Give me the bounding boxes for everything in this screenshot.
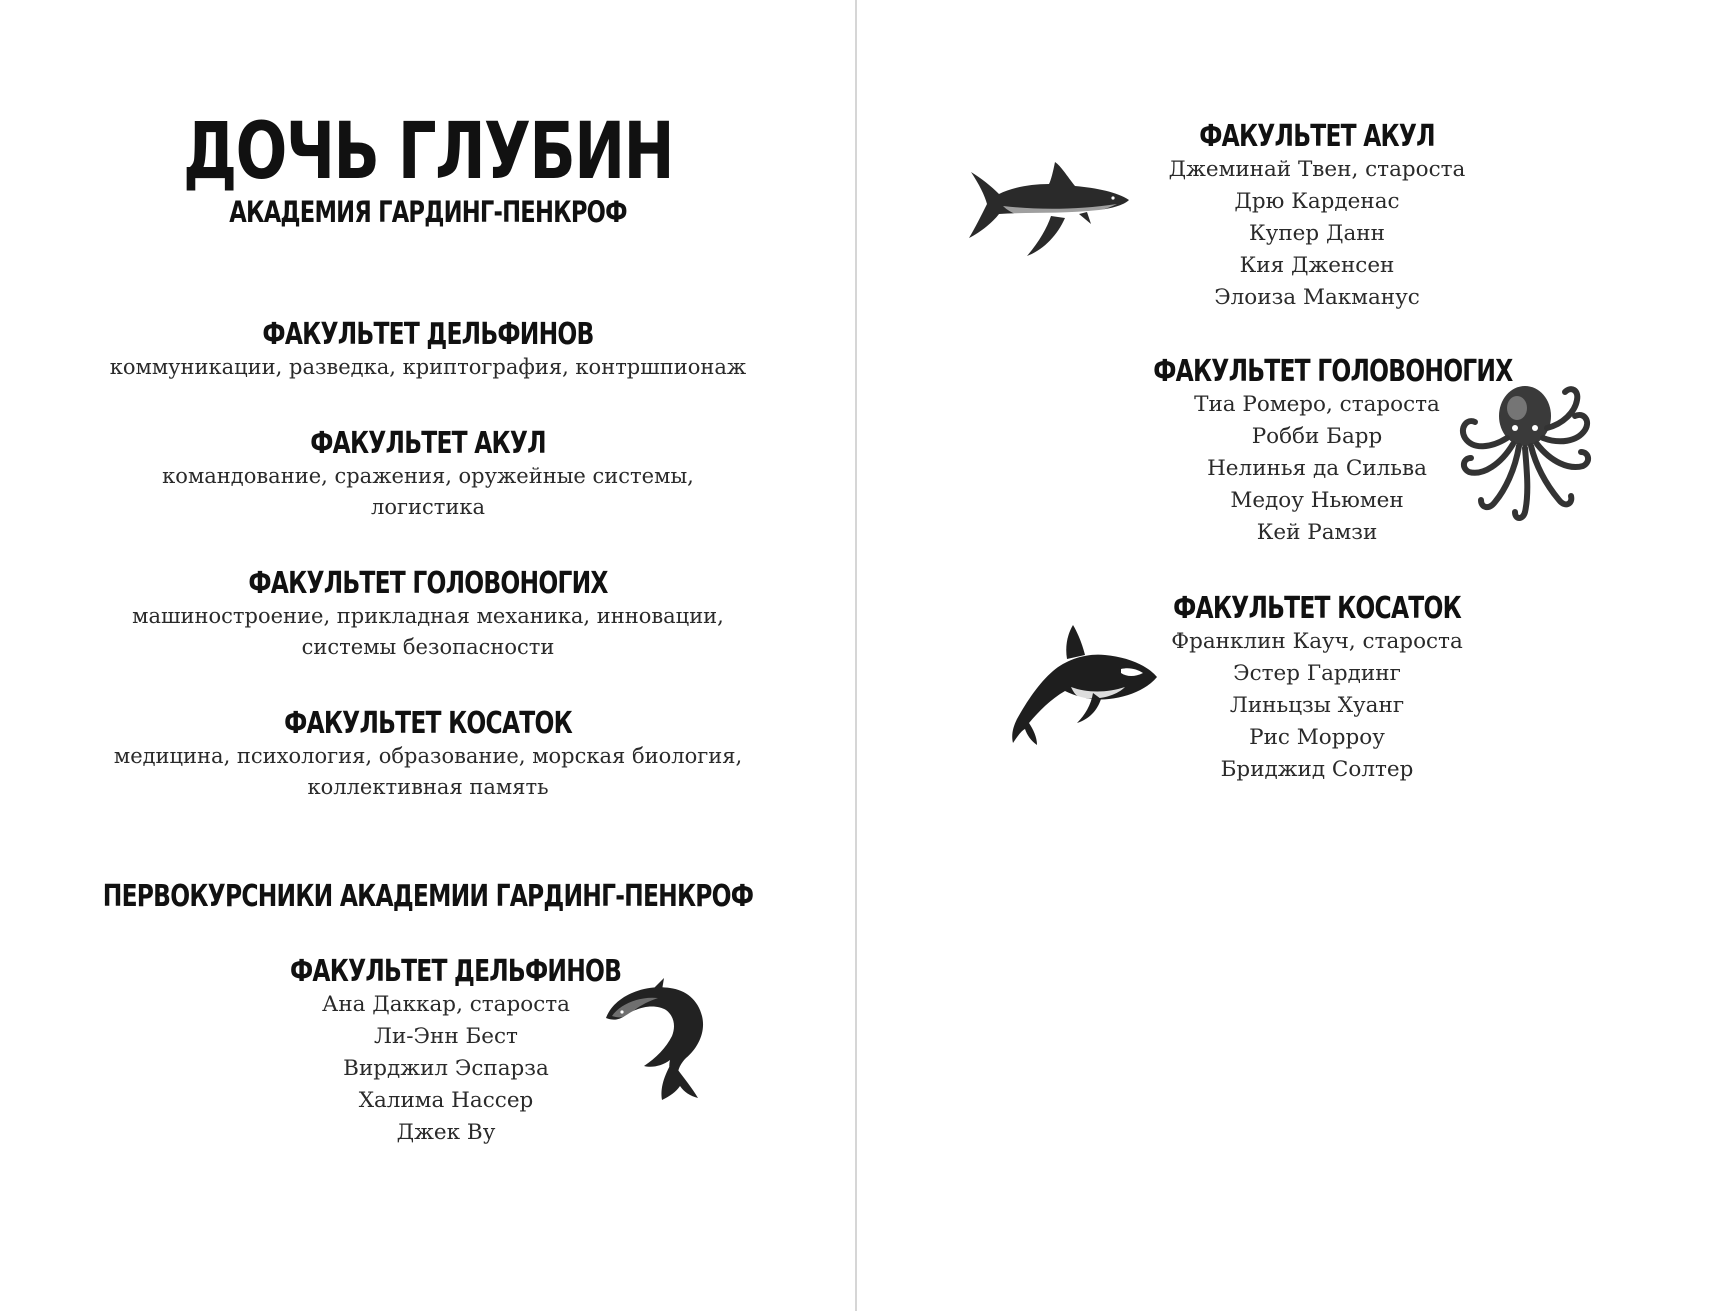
dolphin-icon: [600, 978, 710, 1108]
faculty-block: [0, 707, 856, 803]
member-list: [1107, 626, 1527, 786]
faculty-title: ФАКУЛЬТЕТ ДЕЛЬФИНОВ: [262, 317, 594, 352]
member: Ли-Энн Бест: [374, 1024, 518, 1049]
orca-icon: [997, 625, 1162, 755]
shark-icon: [967, 162, 1132, 262]
faculty-title: ФАКУЛЬТЕТ КОСАТОК: [284, 706, 572, 741]
right-page: [857, 0, 1711, 1311]
house-roster: [246, 955, 646, 1149]
member: Робби Барр: [1251, 424, 1383, 449]
member: Франклин Кауч, староста: [1171, 629, 1463, 654]
house-title: ФАКУЛЬТЕТ АКУЛ: [1199, 119, 1435, 154]
member: Кия Дженсен: [1239, 253, 1395, 278]
member: Ана Даккар, староста: [322, 992, 570, 1017]
freshmen-heading: ПЕРВОКУРСНИКИ АКАДЕМИИ ГАРДИНГ-ПЕНКРОФ: [102, 879, 754, 914]
member: Дрю Карденас: [1234, 189, 1400, 214]
member-list: [1107, 154, 1527, 314]
house-title: ФАКУЛЬТЕТ ГОЛОВОНОГИХ: [1153, 354, 1513, 389]
faculty-description: машиностроение, прикладная механика, инновации, системы безопасности: [132, 604, 724, 659]
member: Джеминай Твен, староста: [1168, 157, 1466, 182]
member: Халима Нассер: [358, 1088, 534, 1113]
member: Бриджид Солтер: [1220, 757, 1414, 782]
house-roster: [1107, 120, 1527, 314]
book-title: ДОЧЬ ГЛУБИН: [183, 107, 673, 197]
member-list: [246, 989, 646, 1149]
faculty-title: ФАКУЛЬТЕТ ГОЛОВОНОГИХ: [248, 566, 608, 601]
faculty-description: медицина, психология, образование, морская биология, коллективная память: [113, 744, 743, 799]
faculty-title: ФАКУЛЬТЕТ АКУЛ: [310, 426, 546, 461]
member: Линьцзы Хуанг: [1229, 693, 1405, 718]
faculty-description: коммуникации, разведка, криптография, контршпионаж: [109, 355, 747, 379]
member: Рис Морроу: [1249, 725, 1385, 750]
member: Купер Данн: [1249, 221, 1385, 246]
member: Тиа Ромеро, староста: [1194, 392, 1440, 417]
faculty-block: [0, 567, 856, 663]
member: Элоиза Макманус: [1214, 285, 1420, 310]
member: Кей Рамзи: [1256, 520, 1378, 545]
member: Вирджил Эспарза: [343, 1056, 549, 1081]
faculty-description: командование, сражения, оружейные системы, логистика: [162, 464, 694, 519]
faculty-block: [0, 427, 856, 523]
member: Медоу Ньюмен: [1230, 488, 1404, 513]
house-title: ФАКУЛЬТЕТ ДЕЛЬФИНОВ: [290, 954, 622, 989]
member: Эстер Гардинг: [1233, 661, 1401, 686]
octopus-icon: [1455, 372, 1595, 524]
member: Джек Ву: [396, 1120, 496, 1145]
freshmen-heading-block: [0, 880, 856, 914]
faculty-block: [0, 318, 856, 383]
member: Нелинья да Сильва: [1207, 456, 1427, 481]
title-block: [0, 107, 856, 229]
house-title: ФАКУЛЬТЕТ КОСАТОК: [1173, 591, 1461, 626]
book-subtitle: АКАДЕМИЯ ГАРДИНГ-ПЕНКРОФ: [229, 195, 627, 229]
house-roster: [1107, 592, 1527, 786]
